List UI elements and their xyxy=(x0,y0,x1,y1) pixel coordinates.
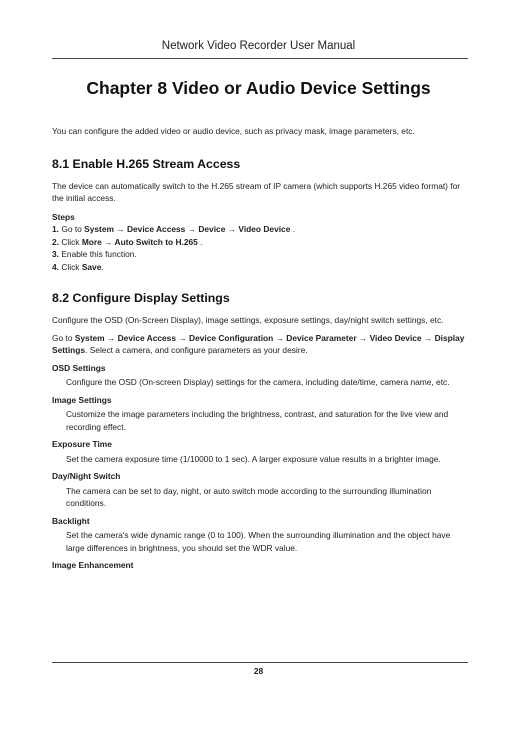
setting-term: Exposure Time xyxy=(52,439,112,449)
step-text: Go to xyxy=(61,224,85,234)
section-heading-8-2: 8.2 Configure Display Settings xyxy=(52,291,230,305)
setting-description: Set the camera's wide dynamic range (0 to 100). When the surrounding illumination and the object have large differences in brightness, you should set the WDR value. xyxy=(66,530,451,553)
step-text: Enable this function. xyxy=(61,249,137,259)
header-divider xyxy=(52,58,468,59)
step-item xyxy=(52,236,470,249)
chapter-title: Chapter 8 Video or Audio Device Settings xyxy=(86,78,431,98)
step-menu-path: More → Auto Switch to H.265 xyxy=(81,236,198,247)
setting-description: Configure the OSD (On-screen Display) settings for the camera, including date/time, camera name, etc. xyxy=(66,377,450,387)
step-text-end: . xyxy=(197,236,203,247)
step-item xyxy=(52,248,470,261)
navigation-path xyxy=(52,332,470,357)
step-menu-path: System → Device Access → Device → Video Device xyxy=(84,224,291,234)
step-text: Click xyxy=(61,261,82,272)
setting-description: The camera can be set to day, night, or auto switch mode according to the surrounding illumination conditions. xyxy=(66,485,432,508)
step-text-end: . xyxy=(101,261,104,272)
section-heading-8-1: 8.1 Enable H.265 Stream Access xyxy=(52,156,241,171)
steps-title: Steps xyxy=(52,211,75,222)
step-text: Click xyxy=(61,236,82,247)
page-body xyxy=(52,125,470,572)
setting-term: OSD Settings xyxy=(52,362,106,373)
nav-prefix: Go to xyxy=(52,332,75,343)
step-number: 2. xyxy=(52,236,59,247)
footer-divider xyxy=(52,662,468,663)
setting-term: Day/Night Switch xyxy=(52,471,121,481)
step-button-name: Save xyxy=(81,261,102,272)
chapter-intro: You can configure the added video or audio device, such as privacy mask, image parameters, etc. xyxy=(52,126,415,136)
step-text-end: . xyxy=(290,224,296,234)
step-item xyxy=(52,261,470,274)
setting-term: Image Enhancement xyxy=(52,560,134,570)
step-number: 1. xyxy=(52,224,59,234)
running-header: Network Video Recorder User Manual xyxy=(161,40,356,52)
setting-term: Image Settings xyxy=(52,394,112,405)
settings-definition-list xyxy=(52,362,470,572)
step-item xyxy=(52,223,470,236)
setting-description: Set the camera exposure time (1/10000 to 1 sec). A larger exposure value results in a brighter image. xyxy=(66,453,441,464)
step-number: 3. xyxy=(52,249,59,259)
section-8-1-text: The device can automatically switch to the H.265 stream of IP camera (which supports H.265 video format) for the initial access. xyxy=(52,180,461,203)
steps-list xyxy=(52,223,470,273)
setting-description: Customize the image parameters including the brightness, contrast, and saturation for the live view and recording effect. xyxy=(66,409,449,432)
section-8-2-text: Configure the OSD (On-Screen Display), image settings, exposure settings, day/night switch settings, etc. xyxy=(52,315,444,325)
step-number: 4. xyxy=(52,261,59,272)
nav-suffix: . Select a camera, and configure parameters as your desire. xyxy=(85,345,308,355)
nav-menu-path: System → Device Access → Device Configuration → Device Parameter → Video Device → Display Settings xyxy=(52,332,465,355)
setting-term: Backlight xyxy=(52,515,90,526)
page-number: 28 xyxy=(253,666,264,676)
